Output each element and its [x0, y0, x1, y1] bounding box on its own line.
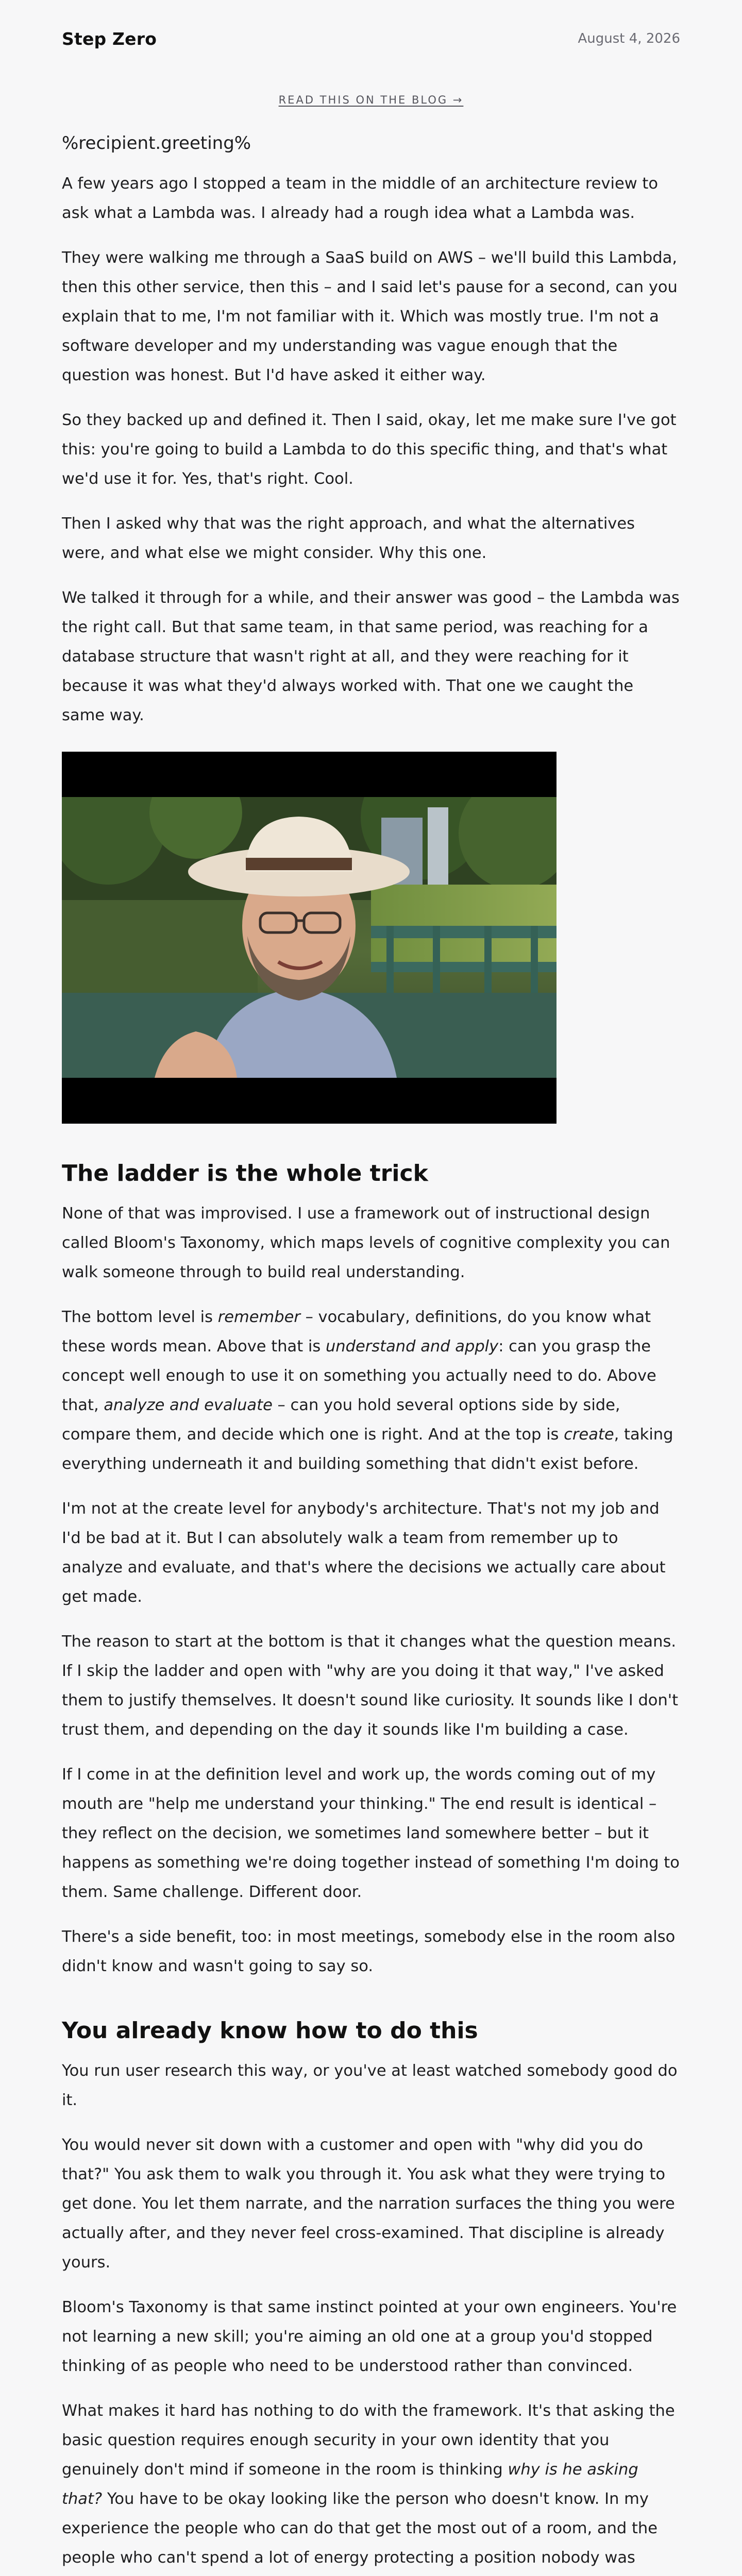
text-span: – vocabulary, definitions, do you know what these words mean. Above that is	[62, 1308, 651, 1355]
paragraph: None of that was improvised. I use a framework out of instructional design called Bloom's Taxonomy, which maps levels of cognitive complexity you can walk someone through to build real understanding.	[62, 1205, 670, 1281]
header	[62, 0, 680, 62]
blog-link-row	[62, 94, 680, 106]
paragraph: We talked it through for a while, and their answer was good – the Lambda was the right call. But that same team, in that same period, was reaching for a database structure that wasn't right at all, and they were reaching for it because it was what they'd always worked with. That one we caught the same way.	[62, 589, 680, 724]
section-heading: You already know how to do this	[62, 2018, 478, 2044]
text-span: , taking everything underneath it and building something that didn't exist before.	[62, 1426, 673, 1473]
text-span: You have to be okay looking like the person who doesn't know. In my experience the people who can do that get the most out of a room, and the people who can't spend a lot of energy protecting a position nobody was	[62, 2490, 658, 2567]
paragraph	[62, 1302, 680, 1479]
newsletter-content	[62, 0, 680, 2576]
emphasis: why is he asking that?	[62, 2461, 638, 2508]
text-span: : can you grasp the concept well enough to use it on something you actually need to do. Above that,	[62, 1337, 656, 1414]
text-span: – can you hold several options side by side, compare them, and decide which one is right. And at the top is	[62, 1396, 620, 1444]
paragraph: So they backed up and defined it. Then I said, okay, let me make sure I've got this: you're going to build a Lambda to do this specific thing, and that's what we'd use it for. Yes, that's right. Cool.	[62, 411, 677, 488]
author-photo-image	[62, 797, 556, 1078]
greeting: %recipient.greeting%	[62, 133, 251, 154]
paragraph: There's a side benefit, too: in most meetings, somebody else in the room also didn't know and wasn't going to say so.	[62, 1928, 676, 1975]
paragraph	[62, 2396, 680, 2576]
paragraph: Then I asked why that was the right approach, and what the alternatives were, and what else we might consider. Why this one.	[62, 515, 635, 562]
emphasis: create	[564, 1426, 614, 1444]
brand-name: Step Zero	[62, 28, 157, 49]
emphasis: analyze and evaluate	[104, 1396, 273, 1414]
paragraph: You run user research this way, or you've at least watched somebody good do it.	[62, 2062, 678, 2109]
read-on-blog-link[interactable]: READ THIS ON THE BLOG →	[278, 94, 464, 106]
text-span: What makes it hard has nothing to do with the framework. It's that asking the basic question requires enough security in your own identity that you genuinely don't mind if someone in the room is thinking	[62, 2402, 675, 2479]
paragraph: If I come in at the definition level and work up, the words coming out of my mouth are "help me understand your thinking." The end result is identical – they reflect on the decision, we sometimes land somewhere better – but it happens as something we're doing together instead of something I'm doing to them. Same challenge. Different door.	[62, 1766, 680, 1901]
paragraph: I'm not at the create level for anybody's architecture. That's not my job and I'd be bad at it. But I can absolutely walk a team from remember up to analyze and evaluate, and that's where the decisions we actually care about get made.	[62, 1500, 666, 1606]
paragraph: The reason to start at the bottom is that it changes what the question means. If I skip the ladder and open with "why are you doing it that way," I've asked them to justify themselves. It doesn't sound like curiosity. It sounds like I don't trust them, and depending on the day it sounds like I'm building a case.	[62, 1633, 679, 1739]
paragraph: You would never sit down with a customer and open with "why did you do that?" You ask them to walk you through it. You ask what they were trying to get done. You let them narrate, and the narration surfaces the thing you were actually after, and they never feel cross-examined. That discipline is already yours.	[62, 2136, 675, 2272]
paragraph: Bloom's Taxonomy is that same instinct pointed at your own engineers. You're not learning a new skill; you're aiming an old one at a group you'd stopped thinking of as people who need to be understood rather than convinced.	[62, 2298, 677, 2375]
issue-date: August 4, 2026	[578, 31, 680, 46]
author-photo	[62, 752, 556, 1124]
emphasis: remember	[217, 1308, 300, 1326]
section-heading: The ladder is the whole trick	[62, 1160, 428, 1187]
paragraph: A few years ago I stopped a team in the middle of an architecture review to ask what a Lambda was. I already had a rough idea what a Lambda was.	[62, 175, 659, 222]
emphasis: understand and apply	[325, 1337, 499, 1355]
text-span: The bottom level is	[62, 1308, 218, 1326]
paragraph: They were walking me through a SaaS build on AWS – we'll build this Lambda, then this other service, then this – and I said let's pause for a second, can you explain that to me, I'm not familiar with it. Which was mostly true. I'm not a software developer and my understanding was vague enough that the question was honest. But I'd have asked it either way.	[62, 249, 678, 384]
